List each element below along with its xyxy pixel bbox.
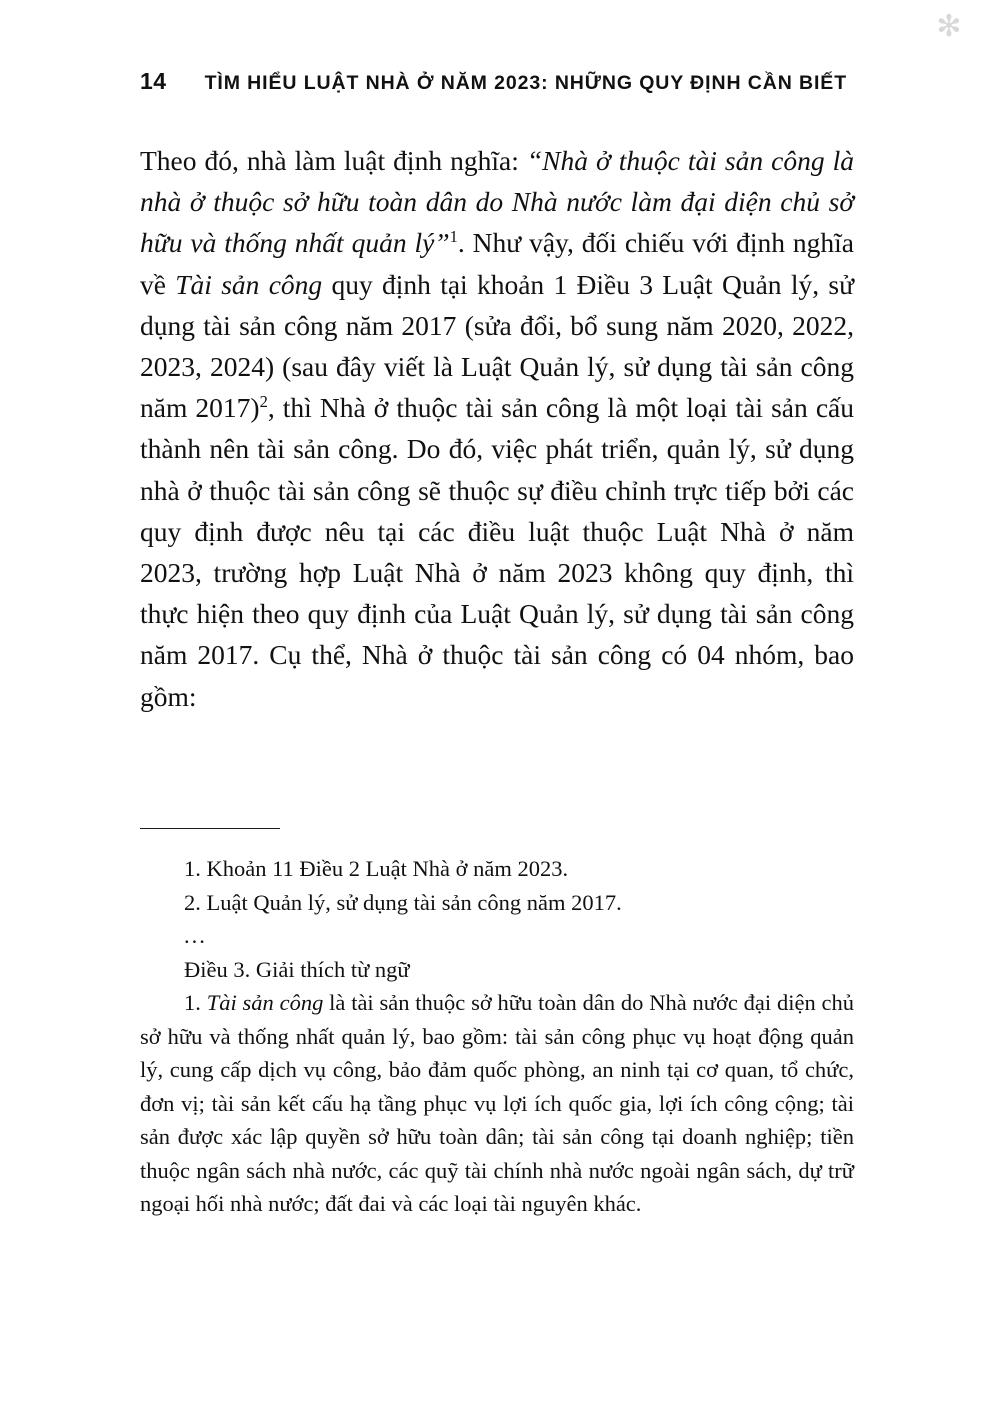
paragraph-segment-2: . Như vậy, đối chiếu với định nghĩa về <box>140 227 854 300</box>
footnote-separator-rule <box>140 828 280 829</box>
footnote-1: 1. Khoản 11 Điều 2 Luật Nhà ở năm 2023. <box>184 856 569 881</box>
quoted-definition: “Nhà ở thuộc tài sản công là nhà ở thuộc sở hữu toàn dân do Nhà nước làm đại diện chủ sở hữu và thống nhất quản lý” <box>140 145 854 259</box>
paragraph-segment-3: quy định tại khoản 1 Điều 3 Luật Quản lý, sử dụng tài sản công năm 2017 (sửa đổi, bổ sung năm 2020, 2022, 2023, 2024) (sau đây viết là Luật Quản lý, sử dụng tài sản công năm 2017) <box>140 268 854 424</box>
paragraph-segment-1: Theo đó, nhà làm luật định nghĩa: <box>140 145 527 176</box>
footnote-italic-term: Tài sản công <box>206 990 324 1015</box>
footnote-article-heading: Điều 3. Giải thích từ ngữ <box>184 956 410 982</box>
footnote-block <box>140 852 854 1221</box>
flower-ornament-icon: ✻ <box>936 10 962 43</box>
footnote-article-text <box>140 986 854 1221</box>
footnote-item-number: 1. <box>184 990 207 1015</box>
page-number: 14 <box>140 68 167 94</box>
footnote-marker-2: 2 <box>259 392 268 412</box>
footnote-ellipsis: ... <box>184 923 207 948</box>
footnote-marker-1: 1 <box>449 227 458 247</box>
main-paragraph <box>140 140 854 717</box>
italic-term-tai-san-cong: Tài sản công <box>175 268 323 300</box>
body-text-block <box>140 140 854 717</box>
footnote-item-body: là tài sản thuộc sở hữu toàn dân do Nhà nước đại diện chủ sở hữu và thống nhất quản lý, bao gồm: tài sản công phục vụ hoạt động quản lý, cung cấp dịch vụ công, bảo đảm quốc phòng, an ninh tại cơ quan, tổ chức, đơn vị; tài sản kết cấu hạ tầng phục vụ lợi ích quốc gia, lợi ích công cộng; tài sản được xác lập quyền sở hữu toàn dân; tài sản công tại doanh nghiệp; tiền thuộc ngân sách nhà nước, các quỹ tài chính nhà nước ngoài ngân sách, dự trữ ngoại hối nhà nước; đất đai và các loại tài nguyên khác. <box>140 990 854 1216</box>
running-head <box>140 68 860 95</box>
footnote-2: 2. Luật Quản lý, sử dụng tài sản công năm 2017. <box>184 889 622 915</box>
running-head-title: TÌM HIỂU LUẬT NHÀ Ở NĂM 2023: NHỮNG QUY ĐỊNH CẦN BIẾT <box>204 72 848 94</box>
paragraph-segment-4: , thì Nhà ở thuộc tài sản công là một loại tài sản cấu thành nên tài sản công. Do đó, việc phát triển, quản lý, sử dụng nhà ở thuộc tài sản công sẽ thuộc sự điều chỉnh trực tiếp bởi các quy định được nêu tại các điều luật thuộc Luật Nhà ở năm 2023, trường hợp Luật Nhà ở năm 2023 không quy định, thì thực hiện theo quy định của Luật Quản lý, sử dụng tài sản công năm 2017. Cụ thể, Nhà ở thuộc tài sản công có 04 nhóm, bao gồm: <box>140 392 854 712</box>
